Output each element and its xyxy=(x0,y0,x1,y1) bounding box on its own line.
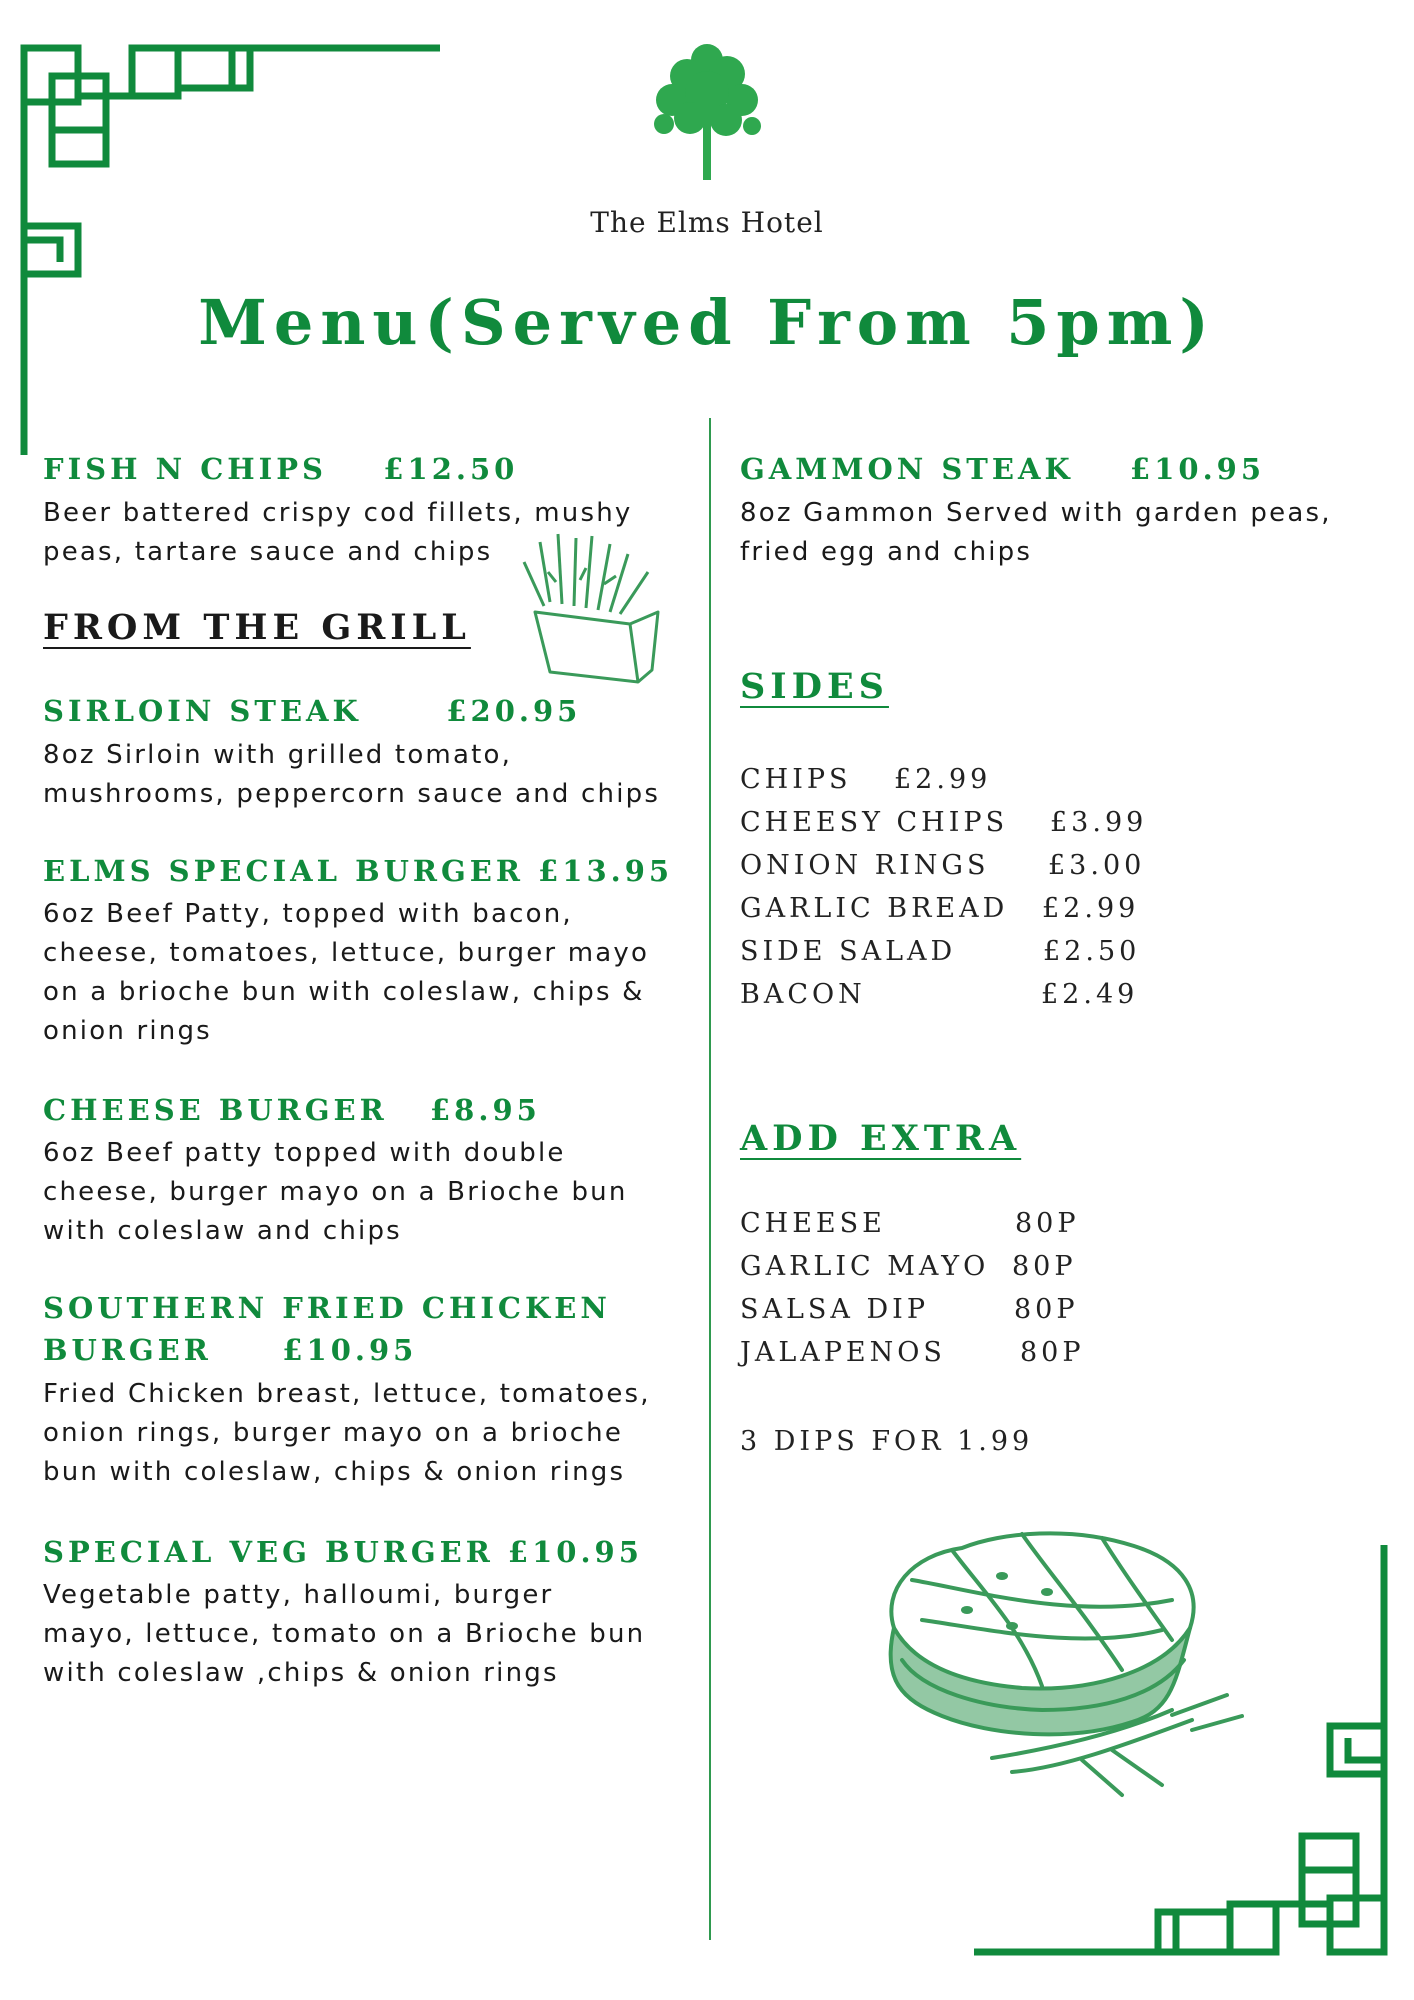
gammon-steak-title: GAMMON STEAK £10.95 xyxy=(740,452,1266,486)
side-name: GARLIC BREAD xyxy=(740,893,1009,924)
gammon-steak-description: 8oz Gammon Served with garden peas, fried egg and chips xyxy=(740,498,1332,567)
extra-price: 80P xyxy=(1015,1208,1080,1239)
side-price: £3.00 xyxy=(1048,850,1146,881)
list-item xyxy=(740,930,1380,973)
extra-name: CHEESE xyxy=(740,1208,886,1239)
dips-offer: 3 DIPS FOR 1.99 xyxy=(740,1426,1034,1457)
sirloin-steak-description: 8oz Sirloin with grilled tomato, mushrooms, peppercorn sauce and chips xyxy=(43,740,661,809)
list-item xyxy=(740,758,1380,801)
chicken-title-line1: SOUTHERN FRIED CHICKEN xyxy=(43,1291,611,1325)
sirloin-steak-title: SIRLOIN STEAK £20.95 xyxy=(43,694,582,728)
side-price: £2.50 xyxy=(1043,936,1141,967)
cheese-burger-description: 6oz Beef patty topped with double cheese, burger mayo on a Brioche bun with coleslaw and chips xyxy=(43,1138,628,1246)
column-divider xyxy=(709,418,711,1940)
hotel-name: The Elms Hotel xyxy=(590,206,824,239)
list-item xyxy=(740,1202,1380,1245)
list-item xyxy=(740,1288,1380,1331)
extra-price: 80P xyxy=(1020,1337,1085,1368)
list-item xyxy=(740,801,1380,844)
elms-special-burger-description: 6oz Beef Patty, topped with bacon, cheese, tomatoes, lettuce, burger mayo on a brioche bun with coleslaw, chips & onion rings xyxy=(43,899,650,1046)
chicken-title-line2: BURGER £10.95 xyxy=(43,1333,418,1367)
elms-special-burger-title: ELMS SPECIAL BURGER £13.95 xyxy=(43,854,674,888)
add-extra-heading: ADD EXTRA xyxy=(740,1118,1022,1159)
side-price: £3.99 xyxy=(1050,807,1148,838)
side-name: SIDE SALAD xyxy=(740,936,957,967)
extras-list xyxy=(740,1202,1380,1374)
extra-name: SALSA DIP xyxy=(740,1294,929,1325)
side-price: £2.49 xyxy=(1041,979,1139,1010)
list-item xyxy=(740,1245,1380,1288)
side-price: £2.99 xyxy=(894,764,992,795)
list-item xyxy=(740,1331,1380,1374)
side-name: CHEESY CHIPS xyxy=(740,807,1009,838)
special-veg-burger-description: Vegetable patty, halloumi, burger mayo, lettuce, tomato on a Brioche bun with coleslaw ,chips & onion rings xyxy=(43,1580,646,1688)
extra-price: 80P xyxy=(1014,1294,1079,1325)
from-the-grill-heading: FROM THE GRILL xyxy=(43,607,471,648)
fish-n-chips-description: Beer battered crispy cod fillets, mushy peas, tartare sauce and chips xyxy=(43,498,633,567)
extra-name: JALAPENOS xyxy=(740,1337,946,1368)
southern-fried-chicken-title xyxy=(43,1287,703,1371)
sides-list xyxy=(740,758,1380,1016)
list-item xyxy=(740,844,1380,887)
tree-logo-icon xyxy=(642,38,772,188)
side-name: ONION RINGS xyxy=(740,850,990,881)
menu-title: Menu(Served From 5pm) xyxy=(198,286,1216,359)
extra-price: 80P xyxy=(1012,1251,1077,1282)
steak-illustration-icon xyxy=(872,1510,1252,1810)
side-name: BACON xyxy=(740,979,866,1010)
list-item xyxy=(740,887,1380,930)
sides-heading: SIDES xyxy=(740,666,889,707)
side-name: CHIPS xyxy=(740,764,852,795)
list-item xyxy=(740,973,1380,1016)
extra-name: GARLIC MAYO xyxy=(740,1251,990,1282)
special-veg-burger-title: SPECIAL VEG BURGER £10.95 xyxy=(43,1535,643,1569)
southern-fried-chicken-description: Fried Chicken breast, lettuce, tomatoes, onion rings, burger mayo on a brioche bun with coleslaw, chips & onion rings xyxy=(43,1379,651,1487)
cheese-burger-title: CHEESE BURGER £8.95 xyxy=(43,1093,541,1127)
fish-n-chips-title: FISH N CHIPS £12.50 xyxy=(43,452,519,486)
side-price: £2.99 xyxy=(1042,893,1140,924)
